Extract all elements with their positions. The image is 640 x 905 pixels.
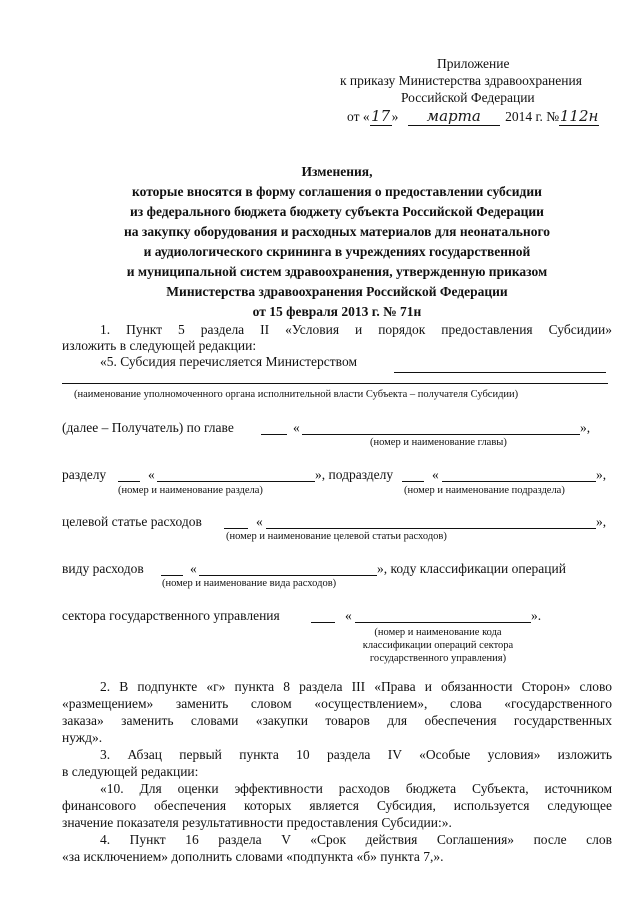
item3-line3: «10. Для оценки эффективности расходов бюджета Субъекта, источником bbox=[100, 781, 612, 796]
quote-open: « bbox=[293, 420, 300, 435]
item2-line4: нужд». bbox=[62, 730, 103, 745]
blank-line bbox=[266, 528, 596, 529]
appendix-label: Приложение bbox=[437, 56, 510, 71]
type-prefix: виду расходов bbox=[62, 561, 144, 576]
item2-line3: заказа» заменить словами «закупки товаров для обеспечения государственных bbox=[62, 713, 612, 728]
item1-line3: «5. Субсидия перечисляется Министерством bbox=[100, 354, 357, 369]
caption-chapter: (номер и наименование главы) bbox=[370, 437, 507, 448]
date-year: 2014 г. № bbox=[505, 109, 560, 124]
title-line: и муниципальной систем здравоохранения, утвержденную приказом bbox=[126, 264, 548, 279]
type-suffix: », коду классификации операций bbox=[377, 561, 566, 576]
quote-open: « bbox=[432, 467, 439, 482]
blank-line bbox=[302, 434, 580, 435]
date-day: 17 bbox=[371, 107, 391, 125]
ministry-country: Российской Федерации bbox=[401, 90, 535, 105]
quote-close: », bbox=[596, 514, 607, 529]
subsection-prefix: », подразделу bbox=[315, 467, 394, 482]
document-title bbox=[62, 162, 612, 322]
recipient-prefix: (далее – Получатель) по главе bbox=[62, 420, 234, 435]
sector-prefix: сектора государственного управления bbox=[62, 608, 280, 623]
caption-sector-line: государственного управления) bbox=[369, 653, 507, 664]
blank-line bbox=[62, 383, 608, 384]
recipient-line bbox=[62, 420, 234, 436]
caption-org: (наименование уполномоченного органа исполнительной власти Субъекта – получателя Субсидии) bbox=[74, 389, 519, 400]
blank-line bbox=[157, 481, 315, 482]
quote-close: », bbox=[580, 420, 591, 435]
quote-open: « bbox=[345, 608, 352, 623]
date-prefix: от « bbox=[347, 109, 370, 124]
title-line: на закупку оборудования и расходных материалов для неонатального bbox=[124, 224, 550, 239]
item3-line4: финансового обеспечения которых является Субсидия, используется следующее bbox=[62, 798, 612, 813]
blank-line bbox=[311, 622, 335, 623]
item3-line5: значение показателя результативности предоставления Субсидии:». bbox=[62, 815, 452, 830]
item1-line1: 1. Пункт 5 раздела II «Условия и порядок предоставления Субсидии» bbox=[100, 322, 612, 337]
title-line: от 15 февраля 2013 г. № 71н bbox=[252, 304, 422, 319]
caption-target: (номер и наименование целевой статьи расходов) bbox=[226, 531, 447, 542]
order-reference: к приказу Министерства здравоохранения bbox=[340, 73, 582, 88]
caption-sector-line: (номер и наименование кода bbox=[374, 627, 502, 638]
caption-section: (номер и наименование раздела) bbox=[118, 485, 263, 496]
blank-line bbox=[442, 481, 596, 482]
blank-line bbox=[402, 481, 424, 482]
quote-open: « bbox=[148, 467, 155, 482]
caption-sector bbox=[338, 626, 538, 665]
title-line: Министерства здравоохранения Российской Федерации bbox=[166, 284, 508, 299]
item3-line2: в следующей редакции: bbox=[62, 764, 199, 779]
item4-line1: 4. Пункт 16 раздела V «Срок действия Соглашения» после слов bbox=[100, 832, 612, 847]
blank-line bbox=[224, 528, 248, 529]
date-mid: » bbox=[391, 109, 399, 124]
caption-sector-line: классификации операций сектора bbox=[362, 640, 514, 651]
order-date-line bbox=[347, 107, 599, 126]
caption-type: (номер и наименование вида расходов) bbox=[162, 578, 337, 589]
quote-open: « bbox=[256, 514, 263, 529]
blank-line bbox=[355, 622, 531, 623]
target-prefix: целевой статье расходов bbox=[62, 514, 202, 529]
order-number: 112н bbox=[559, 107, 599, 125]
item2-line2: «размещением» заменить словом «осуществлением», слова «государственного bbox=[62, 696, 612, 711]
quote-close: », bbox=[596, 467, 607, 482]
item2-line1: 2. В подпункте «г» пункта 8 раздела III «Права и обязанности Сторон» слово bbox=[100, 679, 612, 694]
blank-line bbox=[261, 434, 287, 435]
title-line: и аудиологического скрининга в учреждениях государственной bbox=[143, 244, 531, 259]
quote-close: ». bbox=[531, 608, 542, 623]
blank-line bbox=[394, 372, 606, 373]
section-prefix: разделу bbox=[62, 467, 107, 482]
blank-line bbox=[118, 481, 140, 482]
title-line: из федерального бюджета бюджету субъекта Российской Федерации bbox=[130, 204, 544, 219]
item1-line2: изложить в следующей редакции: bbox=[62, 338, 257, 353]
title-line: которые вносятся в форму соглашения о предоставлении субсидии bbox=[132, 184, 542, 199]
blank-line bbox=[199, 575, 377, 576]
item4-line2: «за исключением» дополнить словами «подпункта «б» пункта 7,». bbox=[62, 849, 444, 864]
quote-open: « bbox=[190, 561, 197, 576]
caption-subsection: (номер и наименование подраздела) bbox=[404, 485, 565, 496]
item3-line1: 3. Абзац первый пункта 10 раздела IV «Особые условия» изложить bbox=[100, 747, 612, 762]
blank-line bbox=[161, 575, 183, 576]
title-line: Изменения, bbox=[301, 164, 373, 179]
date-month: марта bbox=[408, 107, 500, 126]
